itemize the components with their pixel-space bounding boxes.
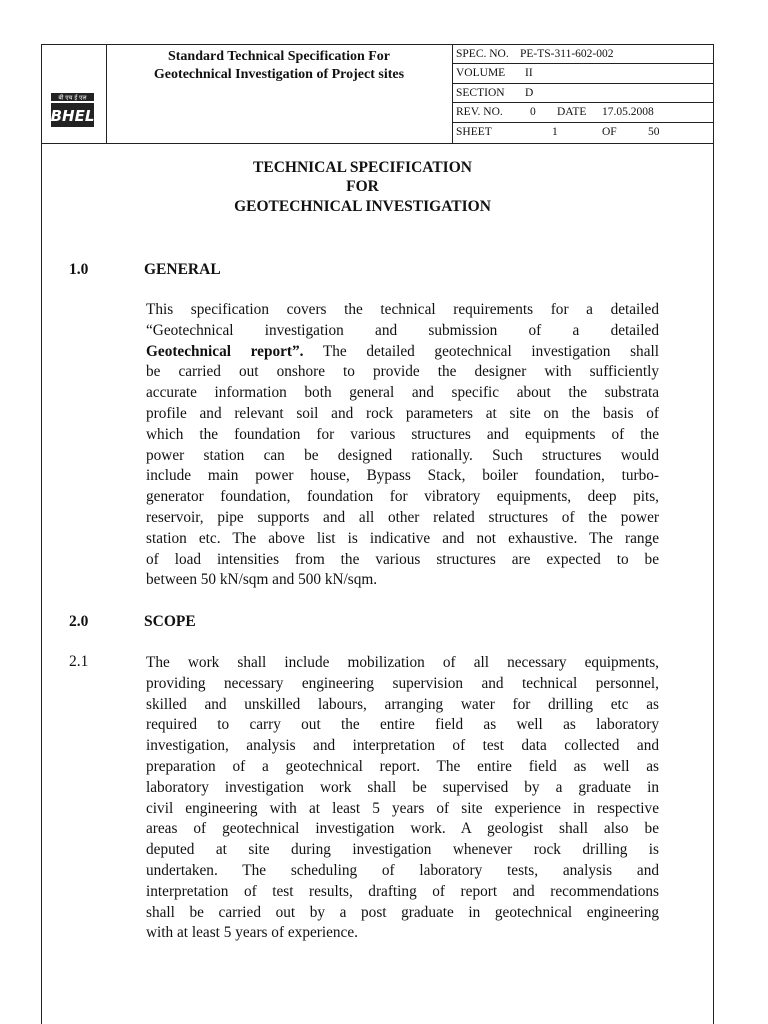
para-line: of load intensities from the various structures are expected to be	[146, 550, 659, 568]
spec-title-line2: Geotechnical Investigation of Project sites	[153, 67, 405, 82]
section-1-number: 1.0	[69, 261, 89, 278]
para-line: required to carry out the entire field as well as laboratory	[146, 716, 659, 734]
para-line: civil engineering with at least 5 years of site experience in respective	[146, 799, 659, 817]
section-2-heading: SCOPE	[144, 613, 196, 630]
para-line: interpretation of test results, drafting of report and recommendations	[146, 882, 659, 900]
para-line: between 50 kN/sqm and 500 kN/sqm.	[146, 571, 378, 589]
sheet-row	[452, 123, 713, 142]
spec-no-row	[452, 45, 713, 64]
para-line: This specification covers the technical requirements for a detailed	[146, 301, 659, 318]
date-value: 17.05.2008	[602, 106, 654, 119]
para-line: include main power house, Bypass Stack, boiler foundation, turbo-	[146, 467, 659, 485]
para-line: deputed at site during investigation whenever rock drilling is	[146, 841, 659, 859]
volume-value: II	[525, 67, 533, 80]
para-line: The work shall include mobilization of all necessary equipments,	[146, 654, 659, 671]
rev-row	[452, 103, 713, 122]
bhel-logo-icon	[51, 93, 94, 127]
sheet-label: SHEET	[456, 125, 492, 138]
spec-title-line1: Standard Technical Specification For	[167, 49, 391, 64]
date-label: DATE	[557, 106, 587, 119]
header-table	[42, 45, 713, 144]
document-page	[41, 44, 714, 1024]
para-line: providing necessary engineering supervision and technical personnel,	[146, 674, 659, 692]
svg-text:बी एच ई एल: बी एच ई एल	[58, 94, 87, 102]
para-line-rest: The detailed geotechnical investigation shall	[303, 342, 660, 360]
of-label: OF	[602, 125, 617, 138]
clause-2-1-paragraph	[146, 653, 659, 944]
para-line: generator foundation, foundation for vibratory equipments, deep pits,	[146, 488, 659, 506]
section-1-heading: GENERAL	[144, 261, 221, 278]
volume-row	[452, 64, 713, 83]
para-line: laboratory investigation work shall be supervised by a graduate in	[146, 778, 659, 796]
section-value: D	[525, 86, 534, 99]
para-line: be carried out onshore to provide the designer with sufficiently	[146, 363, 659, 381]
para-line: preparation of a geotechnical report. The entire field as well as	[146, 757, 659, 775]
spec-title-cell	[106, 45, 453, 143]
para-line: power station can be designed rationally. Such structures would	[146, 446, 659, 464]
section-row	[452, 84, 713, 103]
para-line: with at least 5 years of experience.	[146, 924, 358, 942]
para-line: areas of geotechnical investigation work. A geologist shall also be	[146, 820, 659, 838]
logo-cell	[42, 45, 107, 143]
para-line	[146, 342, 659, 363]
rev-label: REV. NO.	[456, 106, 503, 119]
spec-no-value: PE-TS-311-602-002	[520, 48, 614, 60]
spec-meta-table	[452, 45, 713, 143]
para-line: which the foundation for various structures and equipments of the	[146, 425, 659, 443]
doc-title-line2: FOR	[346, 178, 379, 195]
para-line: investigation, analysis and interpretation of test data collected and	[146, 737, 659, 755]
para-line: skilled and unskilled labours, arranging water for drilling etc as	[146, 695, 659, 713]
doc-title-line3: GEOTECHNICAL INVESTIGATION	[234, 198, 491, 215]
para-line: reservoir, pipe supports and all other related structures of the power	[146, 508, 659, 526]
section-1-paragraph	[146, 300, 659, 591]
section-2-number: 2.0	[69, 613, 89, 630]
of-value: 50	[648, 125, 660, 138]
volume-label: VOLUME	[456, 67, 506, 80]
para-line: undertaken. The scheduling of laboratory tests, analysis and	[146, 861, 659, 879]
clause-2-1-number: 2.1	[69, 653, 89, 670]
svg-text:BHEL: BHEL	[51, 107, 94, 125]
para-line: accurate information both general and specific about the substrata	[146, 384, 659, 402]
doc-title-line1: TECHNICAL SPECIFICATION	[253, 159, 472, 176]
para-line: station etc. The above list is indicative and not exhaustive. The range	[146, 529, 659, 547]
spec-no-label: SPEC. NO.	[456, 48, 509, 60]
para-line: profile and relevant soil and rock parameters at site on the basis of	[146, 404, 659, 422]
para-line: shall be carried out by a post graduate in geotechnical engineering	[146, 903, 659, 921]
sheet-value: 1	[552, 125, 558, 138]
rev-value: 0	[530, 106, 536, 119]
section-label: SECTION	[456, 86, 505, 99]
bold-report-term: Geotechnical report”.	[146, 342, 304, 360]
para-line: “Geotechnical investigation and submission of a detailed	[146, 321, 659, 339]
